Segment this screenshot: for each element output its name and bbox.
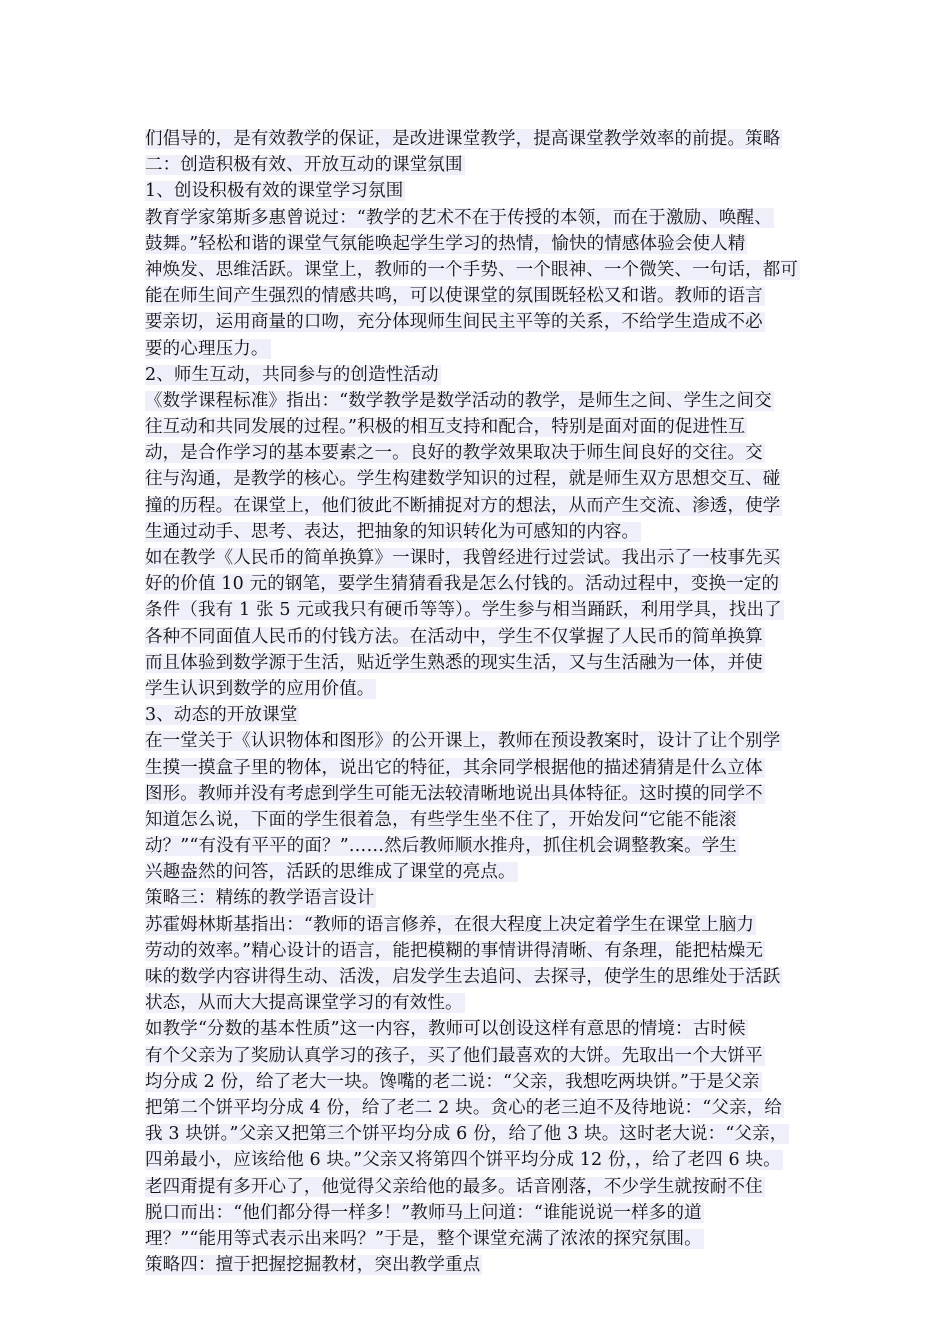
text-line [145, 388, 817, 414]
text-line [145, 440, 817, 466]
text-line-content: 兴趣盎然的问答，活跃的思维成了课堂的亮点。 [145, 862, 516, 883]
text-line-content: 动？”“有没有平平的面？”……然后教师顺水推舟，抓住机会调整教案。学生 [145, 836, 738, 857]
text-line-content: 神焕发、思维活跃。课堂上，教师的一个手势、一个眼神、一个微笑、一句话，都可 [145, 259, 799, 280]
text-line-content: 往互动和共同发展的过程。”积极的相互支持和配合，特别是面对面的促进性互 [145, 417, 746, 438]
text-line-content: 动，是合作学习的基本要素之一。良好的教学效果取决于师生间良好的交往。交 [145, 443, 763, 464]
text-line-content: 状态，从而大大提高课堂学习的有效性。 [145, 993, 463, 1014]
text-line [145, 755, 817, 781]
text-line [145, 1016, 817, 1042]
text-line [145, 912, 817, 938]
text-line [145, 336, 817, 362]
text-line [145, 466, 817, 492]
text-line [145, 283, 817, 309]
text-line-content: 好的价值 10 元的钢笔，要学生猜猜看我是怎么付钱的。活动过程中，变换一定的 [145, 574, 780, 595]
text-line [145, 257, 817, 283]
text-line-content: 如教学“分数的基本性质”这一内容，教师可以创设这样有意思的情境：古时候 [145, 1019, 746, 1040]
text-line [145, 728, 817, 754]
text-line-content: 2、师生互动，共同参与的创造性活动 [145, 364, 439, 385]
text-line-content: 把第二个饼平均分成 4 份，给了老二 2 块。贪心的老三迫不及待地说：“父亲，给 [145, 1097, 782, 1118]
text-line [145, 414, 817, 440]
text-line [145, 126, 817, 152]
text-line [145, 990, 817, 1016]
text-line [145, 1069, 817, 1095]
text-line-content: 要的心理压力。 [145, 338, 269, 359]
text-line [145, 650, 817, 676]
text-line-content: 图形。教师并没有考虑到学生可能无法较清晰地说出具体特征。这时摸的同学不 [145, 783, 763, 804]
text-line-content: 劳动的效率。”精心设计的语言，能把模糊的事情讲得清晰、有条理，能把枯燥无 [145, 940, 764, 961]
text-line-content: 1、创设积极有效的课堂学习氛围 [145, 181, 404, 202]
text-line [145, 964, 817, 990]
document-body [145, 126, 817, 1278]
text-line [145, 1226, 817, 1252]
text-line-content: 撞的历程。在课堂上，他们彼此不断捕捉对方的想法，从而产生交流、渗透，使学 [145, 495, 781, 516]
text-line-content: 生摸一摸盒子里的物体，说出它的特征，其余同学根据他的描述猜猜是什么立体 [145, 757, 763, 778]
text-line [145, 702, 817, 728]
text-line-content: 们倡导的，是有效教学的保证，是改进课堂教学，提高课堂教学效率的前提。策略 [145, 129, 781, 149]
text-line-content: 3、动态的开放课堂 [145, 705, 298, 726]
text-line [145, 178, 817, 204]
text-line [145, 152, 817, 178]
text-line-content: 能在师生间产生强烈的情感共鸣，可以使课堂的氛围既轻松又和谐。教师的语言 [145, 286, 763, 307]
text-line-content: 《数学课程标准》指出：“数学教学是数学活动的教学，是师生之间、学生之间交 [145, 390, 772, 411]
text-line-content: 均分成 2 份，给了老大一块。馋嘴的老二说：“父亲，我想吃两块饼。”于是父亲 [145, 1071, 760, 1092]
text-line [145, 676, 817, 702]
text-line [145, 545, 817, 571]
text-line-content: 苏霍姆林斯基指出：“教师的语言修养，在很大程度上决定着学生在课堂上脑力 [145, 914, 755, 935]
text-line [145, 807, 817, 833]
text-line [145, 885, 817, 911]
text-line-content: 知道怎么说，下面的学生很着急，有些学生坐不住了，开始发问“它能不能滚 [145, 809, 737, 830]
text-line-content: 理？”“能用等式表示出来吗？”于是，整个课堂充满了浓浓的探究氛围。 [145, 1228, 702, 1249]
text-line-content: 而且体验到数学源于生活，贴近学生熟悉的现实生活，又与生活融为一体，并使 [145, 652, 763, 673]
text-line-content: 我 3 块饼。”父亲又把第三个饼平均分成 6 份，给了他 3 块。这时老大说：“父亲， [145, 1124, 788, 1145]
text-line [145, 362, 817, 388]
text-line-content: 脱口而出：“他们都分得一样多！”教师马上问道：“谁能说说一样多的道 [145, 1202, 702, 1223]
text-line-content: 如在教学《人民币的简单换算》一课时，我曾经进行过尝试。我出示了一枝事先买 [145, 548, 781, 568]
text-line [145, 309, 817, 335]
text-line-content: 二：创造积极有效、开放互动的课堂氛围 [145, 155, 463, 176]
text-line [145, 624, 817, 650]
text-line-content: 教育学家第斯多惠曾说过：“教学的艺术不在于传授的本领，而在于激励、唤醒、 [145, 207, 772, 228]
text-line [145, 1147, 817, 1173]
text-line [145, 1174, 817, 1200]
text-line [145, 597, 817, 623]
text-line-content: 策略四：擅于把握挖掘教材，突出教学重点 [145, 1255, 481, 1276]
text-line [145, 1200, 817, 1226]
text-line [145, 1252, 817, 1278]
text-line [145, 859, 817, 885]
text-line [145, 938, 817, 964]
text-line-content: 条件（我有 1 张 5 元或我只有硬币等等）。学生参与相当踊跃，利用学具，找出了 [145, 600, 782, 621]
text-line [145, 571, 817, 597]
text-line-content: 学生认识到数学的应用价值。 [145, 678, 375, 699]
text-line-content: 四弟最小，应该给他 6 块。”父亲又将第四个饼平均分成 12 份，，给了老四 6 块。 [145, 1150, 781, 1171]
text-line-content: 有个父亲为了奖励认真学习的孩子，买了他们最喜欢的大饼。先取出一个大饼平 [145, 1045, 763, 1066]
text-line [145, 781, 817, 807]
text-line [145, 1095, 817, 1121]
text-line [145, 493, 817, 519]
text-line [145, 1043, 817, 1069]
text-line-content: 各种不同面值人民币的付钱方法。在活动中，学生不仅掌握了人民币的简单换算 [145, 626, 763, 647]
text-line-content: 往与沟通，是教学的核心。学生构建数学知识的过程，就是师生双方思想交互、碰 [145, 469, 781, 490]
text-line [145, 231, 817, 257]
text-line-content: 策略三：精练的教学语言设计 [145, 888, 375, 909]
text-line-content: 鼓舞。”轻松和谐的课堂气氛能唤起学生学习的热情，愉快的情感体验会使人精 [145, 233, 746, 254]
text-line-content: 味的数学内容讲得生动、活泼，启发学生去追问、去探寻，使学生的思维处于活跃 [145, 967, 781, 987]
text-line-content: 要亲切，运用商量的口吻，充分体现师生间民主平等的关系，不给学生造成不必 [145, 312, 763, 333]
text-line [145, 833, 817, 859]
text-line [145, 519, 817, 545]
text-line [145, 1121, 817, 1147]
text-line [145, 205, 817, 231]
text-line-content: 老四甭提有多开心了，他觉得父亲给他的最多。话音刚落，不少学生就按耐不住 [145, 1176, 763, 1197]
text-line-content: 生通过动手、思考、表达，把抽象的知识转化为可感知的内容。 [145, 521, 640, 542]
text-line-content: 在一堂关于《认识物体和图形》的公开课上，教师在预设教案时，设计了让个别学 [145, 731, 781, 752]
